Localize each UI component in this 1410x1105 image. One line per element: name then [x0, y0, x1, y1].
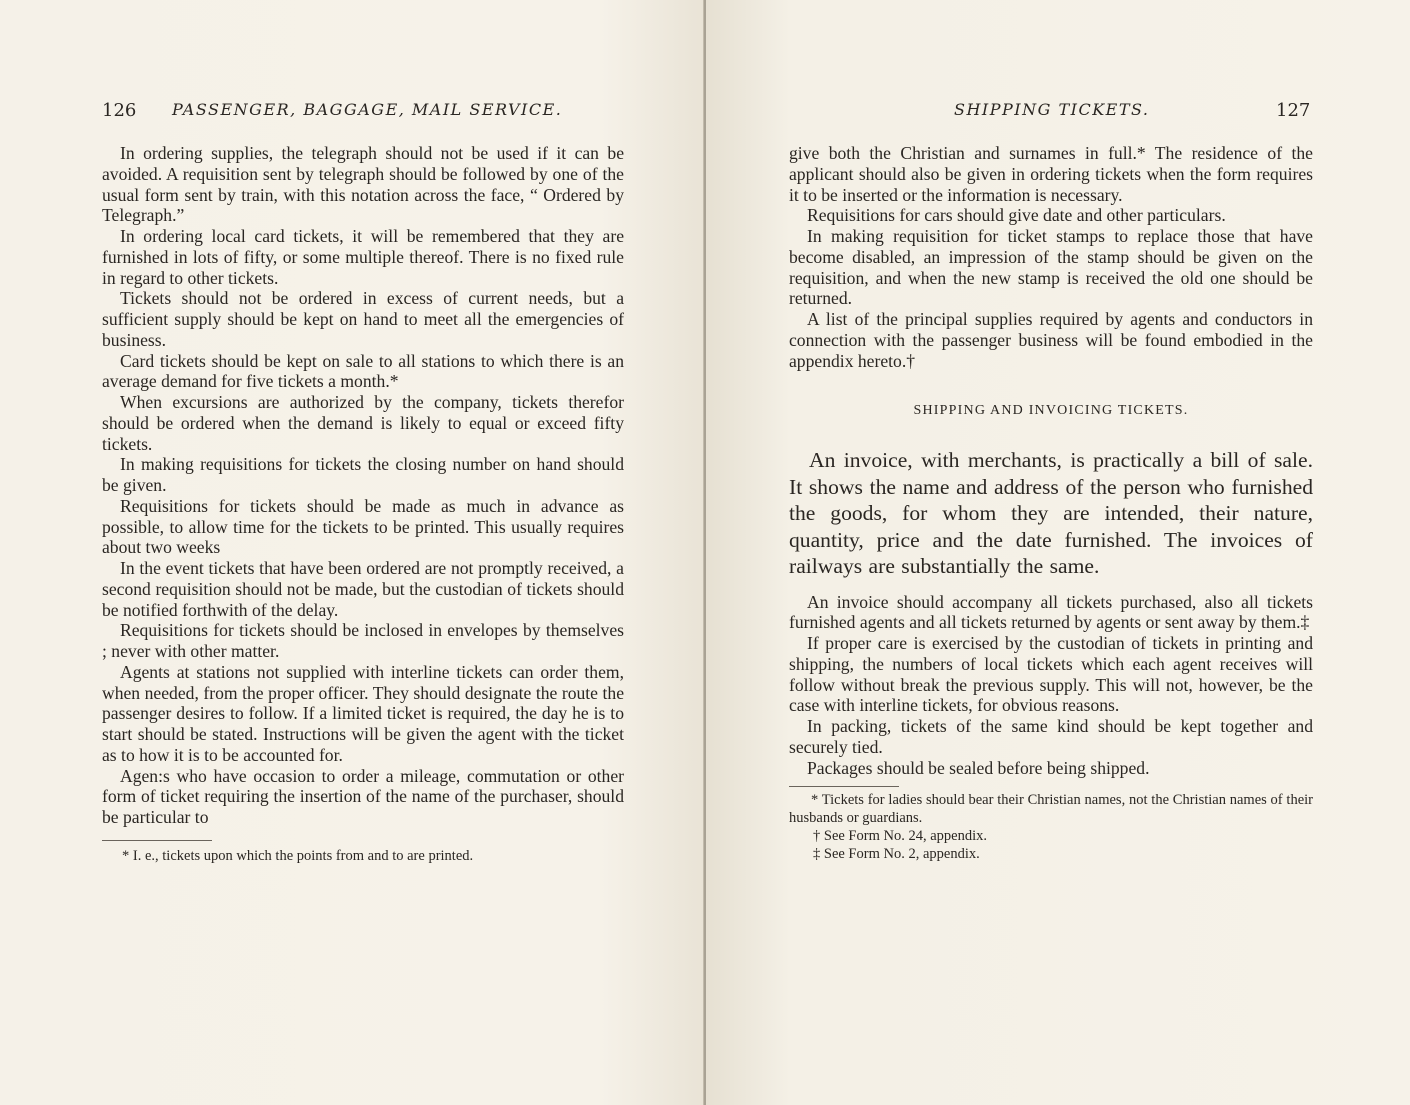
- footnote-rule: [102, 840, 212, 841]
- page-number-right: 127: [1276, 100, 1311, 121]
- right-page: [706, 0, 1410, 1105]
- paragraph: Agents at stations not supplied with interline tickets can order them, when needed, from the proper officer. They should designate the route the passenger desires to follow. If a limited ticket is required, the day he is to start should be stated. Instructions will be given the agent with the ticket as to how it is to be accounted for.: [102, 661, 624, 765]
- footnote: ‡ See Form No. 2, appendix.: [813, 846, 980, 863]
- running-head-right: SHIPPING TICKETS.: [954, 100, 1150, 119]
- paragraph: A list of the principal supplies required by agents and conductors in connection with the passenger business will be found embodied in the appendix hereto.†: [789, 309, 1313, 371]
- footnotes-left: [102, 847, 624, 865]
- paragraph: In making requisition for ticket stamps to replace those that have become disabled, an impression of the stamp should be given on the requisition, and when the new stamp is received the old one should be returned.: [789, 226, 1313, 309]
- right-body-text: [789, 143, 1313, 863]
- lead-paragraph: An invoice, with merchants, is practically a bill of sale. It shows the name and address of the person who furnished the goods, for whom they are intended, their nature, quantity, price and the date furnished. The invoices of railways are substantially the same.: [789, 448, 1313, 578]
- paragraph: Packages should be sealed before being shipped.: [807, 757, 1150, 778]
- section-heading: SHIPPING AND INVOICING TICKETS.: [913, 403, 1189, 419]
- running-head-left: PASSENGER, BAGGAGE, MAIL SERVICE.: [172, 100, 563, 119]
- page-number-left: 126: [102, 100, 137, 121]
- paragraph: Requisitions for tickets should be made as much in advance as possible, to allow time for the tickets to be printed. This usually requires about two weeks: [102, 495, 624, 558]
- footnote: * Tickets for ladies should bear their Christian names, not the Christian names of their husbands or guardians.: [789, 792, 1313, 827]
- paragraph: An invoice should accompany all tickets purchased, also all tickets furnished agents and all tickets returned by agents or sent away by them.‡: [789, 591, 1313, 633]
- paragraph: Card tickets should be kept on sale to all stations to which there is an average demand for five tickets a month.*: [102, 350, 624, 392]
- paragraph: Requisitions for cars should give date and other particulars.: [807, 205, 1226, 226]
- paragraph: If proper care is exercised by the custodian of tickets in printing and shipping, the numbers of local tickets which each agent receives will follow without break the previous supply. This will not, however, be the case with interline tickets, for obvious reasons.: [789, 633, 1313, 716]
- footnotes-right: [789, 791, 1313, 863]
- footnote: † See Form No. 24, appendix.: [813, 828, 987, 845]
- paragraph: In the event tickets that have been ordered are not promptly received, a second requisition should not be made, but the custodian of tickets should be notified forthwith of the delay.: [102, 558, 624, 620]
- paragraph: give both the Christian and surnames in full.* The residence of the applicant should also be given in ordering tickets when the form requires it to be inserted or the information is necessary.: [789, 143, 1313, 205]
- left-page: [0, 0, 704, 1105]
- paragraph: In ordering local card tickets, it will be remembered that they are furnished in lots of fifty, or some multiple thereof. There is no fixed rule in regard to other tickets.: [102, 226, 624, 288]
- footnote: * I. e., tickets upon which the points from and to are printed.: [122, 847, 474, 864]
- paragraph: Requisitions for tickets should be inclosed in envelopes by themselves ; never with other matter.: [102, 620, 624, 661]
- paragraph: Tickets should not be ordered in excess of current needs, but a sufficient supply should be kept on hand to meet all the emergencies of business.: [102, 288, 624, 350]
- footnote-rule: [789, 786, 899, 787]
- paragraph: Agen:s who have occasion to order a mileage, commutation or other form of ticket requiring the insertion of the name of the purchaser, should be particular to: [102, 765, 624, 827]
- paragraph: In making requisitions for tickets the closing number on hand should be given.: [102, 454, 624, 495]
- paragraph: In packing, tickets of the same kind should be kept together and securely tied.: [789, 716, 1313, 757]
- paragraph: When excursions are authorized by the company, tickets therefor should be ordered when the demand is likely to equal or exceed fifty tickets.: [102, 392, 624, 454]
- paragraph: In ordering supplies, the telegraph should not be used if it can be avoided. A requisition sent by telegraph should be followed by one of the usual form sent by train, with this notation across the face, “ Ordered by Telegraph.”: [102, 143, 624, 226]
- left-body-text: [102, 143, 624, 865]
